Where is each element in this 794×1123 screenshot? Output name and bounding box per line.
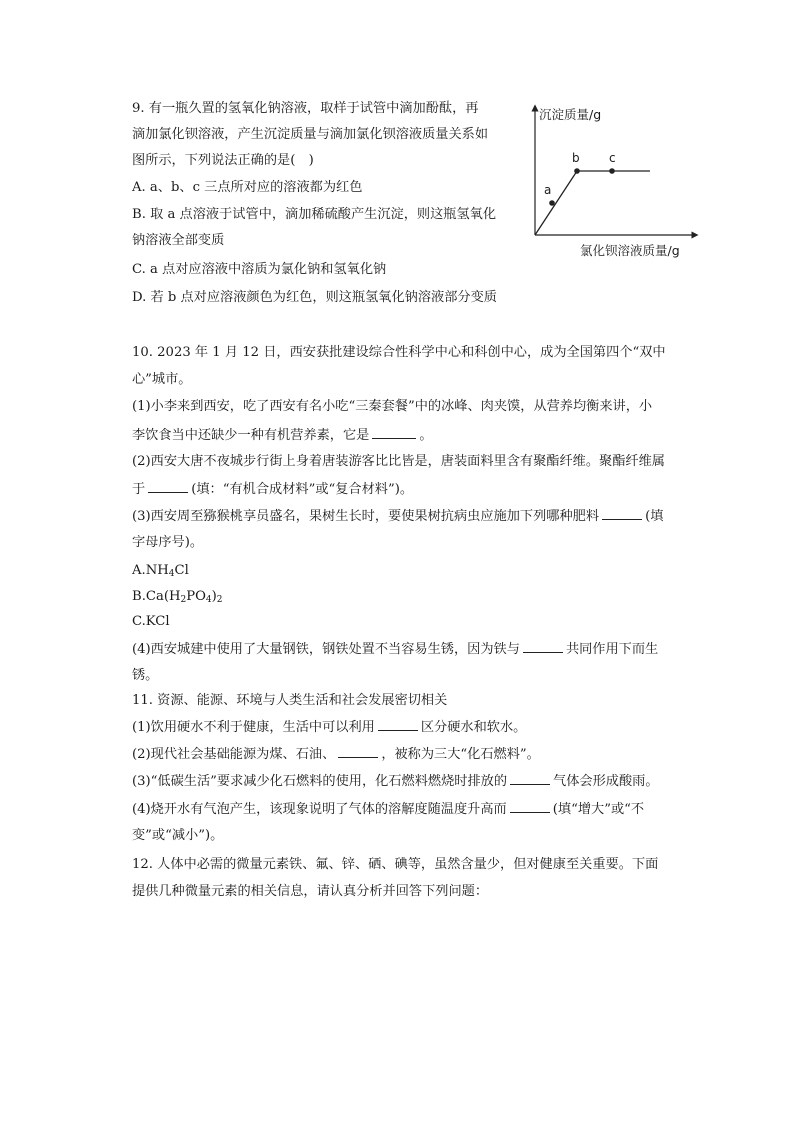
q10-option-b-paren: )	[211, 589, 217, 604]
q10-part2-text: 于	[132, 482, 146, 497]
q11-part4-end: (填“增大”或“不	[552, 802, 645, 817]
q11-line-6: 变”或“减小”)。	[132, 828, 224, 843]
q11-line-3	[132, 745, 540, 764]
point-label-a: a	[544, 183, 552, 197]
q12-line-2: 提供几种微量元素的相关信息，请认真分析并回答下列问题：	[132, 884, 489, 899]
q10-part1-text: 李饮食当中还缺少一种有机营养素，它是	[132, 428, 370, 443]
point-a	[549, 200, 555, 206]
q10-option-b-mid: PO	[186, 589, 206, 604]
q10-option-b-main: B.Ca(H	[132, 589, 181, 604]
q10-part2-end: (填：“有机合成材料”或“复合材料”)。	[191, 482, 414, 497]
q10-part3-blank[interactable]	[602, 507, 642, 520]
q10-line-8: 字母序号)。	[132, 535, 204, 550]
q11-part4-text: (4)烧开水有气泡产生，该现象说明了气体的溶解度随温度升高而	[132, 802, 507, 817]
q10-line-2: 心”城市。	[132, 372, 192, 387]
q10-line-6	[132, 480, 413, 499]
q11-part3-text: (3)“低碳生活”要求减少化石燃料的使用，化石燃料燃烧时排放的	[132, 774, 508, 789]
q11-part2-blank[interactable]	[338, 745, 378, 758]
q10-line-7	[132, 507, 663, 526]
q10-option-b-sub1: 2	[180, 595, 187, 605]
q9-line-2: 滴加氯化钡溶液，产生沉淀质量与滴加氯化钡溶液质量关系如	[132, 127, 489, 142]
q10-line-1: 10. 2023 年 1 月 12 日，西安获批建设综合性科学中心和科创中心，成为全国第四个“双中	[132, 345, 666, 360]
q11-part1-end: 区分硬水和软水。	[420, 720, 527, 735]
x-axis-label: 氯化钡溶液质量/g	[580, 243, 680, 258]
point-c	[609, 168, 615, 174]
q9-option-d: D. 若 b 点对应溶液颜色为红色，则这瓶氢氧化钠溶液部分变质	[132, 290, 497, 305]
q9-option-a: A. a、b、c 三点所对应的溶液都为红色	[132, 180, 363, 195]
q11-line-2	[132, 718, 526, 737]
q10-line-3: (1)小李来到西安，吃了西安有名小吃“三秦套餐”中的冰峰、肉夹馍，从营养均衡来讲，小	[132, 399, 653, 414]
q10-line-5: (2)西安大唐不夜城步行街上身着唐装游客比比皆是，唐装面料里含有聚酯纤维。聚酯纤维属	[132, 454, 665, 469]
q10-option-a-main: A.NH	[132, 563, 169, 578]
q10-part4-blank[interactable]	[523, 640, 563, 653]
precipitate-chart	[530, 100, 700, 260]
q11-part1-blank[interactable]	[378, 718, 418, 731]
q11-part3-end: 气体会形成酸雨。	[553, 774, 659, 789]
q10-option-c: C.KCl	[132, 614, 170, 629]
q11-line-5	[132, 800, 644, 819]
q10-line-9	[132, 640, 658, 659]
q10-option-b-sub3: 2	[216, 595, 223, 605]
point-label-b: b	[572, 151, 580, 165]
point-b	[574, 168, 580, 174]
q11-part2-text: (2)现代社会基础能源为煤、石油、	[132, 747, 336, 762]
q11-part3-blank[interactable]	[510, 772, 550, 785]
q10-option-b-sub2: 4	[205, 595, 212, 605]
q9-option-b: B. 取 a 点溶液于试管中，滴加稀硫酸产生沉淀，则这瓶氢氧化	[132, 207, 497, 222]
q10-part1-blank[interactable]	[372, 426, 416, 439]
q10-part2-blank[interactable]	[148, 480, 188, 493]
q10-part3-text: (3)西安周至猕猴桃享员盛名，果树生长时，要使果树抗病虫应施加下列哪种肥料	[132, 509, 600, 524]
q10-line-10: 锈。	[132, 668, 159, 683]
q10-line-4	[132, 426, 433, 445]
q11-line-1: 11. 资源、能源、环境与人类生活和社会发展密切相关	[132, 693, 448, 708]
q9-line-3: 图所示，下列说法正确的是( )	[132, 153, 314, 168]
q10-option-a	[132, 562, 189, 580]
q10-part3-end: (填	[645, 509, 664, 524]
q9-line-1: 9. 有一瓶久置的氢氧化钠溶液，取样于试管中滴加酚酞，再	[132, 101, 479, 116]
point-label-c: c	[609, 151, 616, 165]
q10-option-a-end: Cl	[174, 563, 189, 578]
q12-line-1: 12. 人体中必需的微量元素铁、氟、锌、硒、碘等，虽然含量少，但对健康至关重要。下面	[132, 857, 659, 872]
q10-part4-text: (4)西安城建中使用了大量钢铁，钢铁处置不当容易生锈，因为铁与	[132, 642, 520, 657]
q11-line-4	[132, 772, 659, 791]
q10-part1-end: 。	[419, 428, 433, 443]
q10-part4-end: 共同作用下而生	[565, 642, 659, 657]
q11-part4-blank[interactable]	[510, 800, 550, 813]
q9-option-b-cont: 钠溶液全部变质	[132, 233, 225, 248]
y-axis-label: 沉淀质量/g	[539, 107, 602, 122]
q9-option-c: C. a 点对应溶液中溶质为氯化钠和氢氧化钠	[132, 262, 387, 277]
q11-part1-text: (1)饮用硬水不利于健康，生活中可以利用	[132, 720, 375, 735]
q10-option-b	[132, 588, 223, 606]
q10-option-a-sub: 4	[168, 569, 175, 579]
q11-part2-end: ，被称为三大“化石燃料”。	[381, 747, 540, 762]
